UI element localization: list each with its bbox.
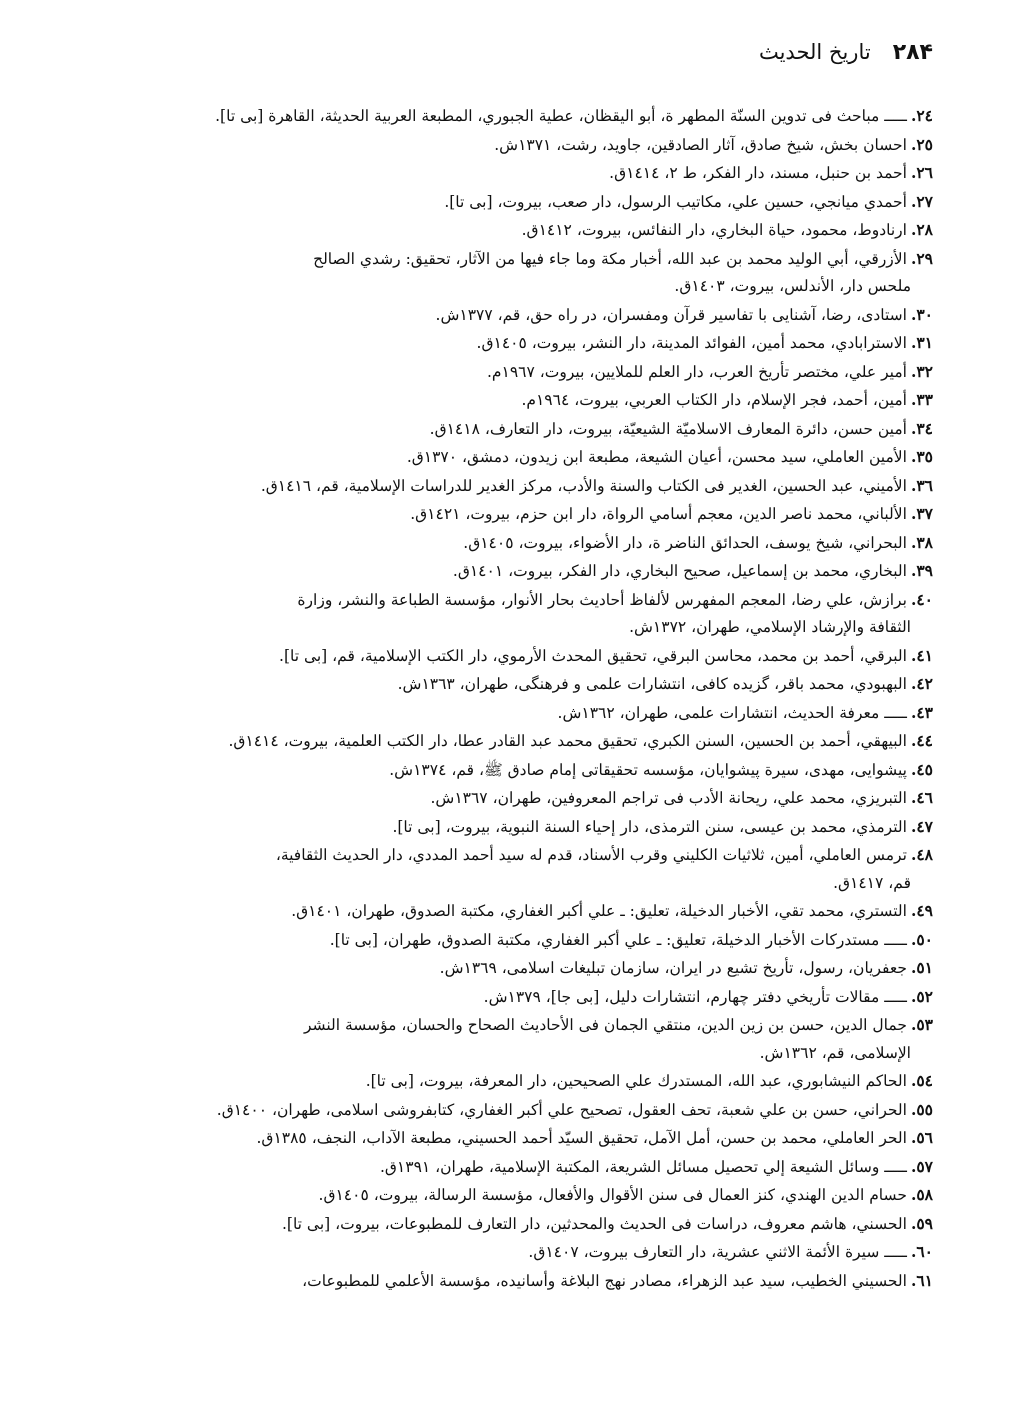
bibliography-entry [72,245,933,301]
entry-text-continuation: قم، ١٤١٧ق. [833,873,911,892]
entry-text-continuation: الإسلامى، قم، ١٣٦٢ش. [759,1043,911,1062]
entry-text: الأميني، عبد الحسين، الغدير فى الكتاب والسنة والأدب، مركز الغدير للدراسات الإسلامية، قم، ١٤١٦ق. [260,476,907,495]
entry-number: ٥٠. [910,929,933,949]
bibliography-entry [72,1096,933,1125]
entry-text: أحمدي ميانجي، حسين علي، مكاتيب الرسول، دار صعب، بيروت، [بى تا]. [444,192,907,211]
entry-text: ـــــ سيرة الأئمة الاثني عشرية، دار التعارف بيروت، ١٤٠٧ق. [528,1243,907,1261]
bibliography-entry [72,472,933,501]
entry-number: ٤٨. [910,845,933,864]
entry-number: ٢٩. [910,248,933,268]
entry-text-continuation: الثقافة والإرشاد الإسلامي، طهران، ١٣٧٢ش. [629,618,911,636]
bibliography-entry [72,841,933,897]
entry-text: أمير علي، مختصر تأريخ العرب، دار العلم للملايين، بيروت، ١٩٦٧م. [487,362,907,381]
entry-number: ٥٧. [910,1156,933,1176]
entry-number: ٥٨. [910,1185,933,1204]
entry-number: ٢٧. [910,191,933,211]
bibliography-entry [72,500,933,529]
entry-number: ٤٥. [910,759,933,779]
entry-number: ٢٨. [910,220,933,239]
entry-text: البخاري، محمد بن إسماعيل، صحيح البخاري، دار الفكر، بيروت، ١٤٠١ق. [452,562,907,580]
entry-text: الحاكم النيشابوري، عبد الله، المستدرك علي الصحيحين، دار المعرفة، بيروت، [بى تا]. [365,1072,907,1090]
bibliography-entry [72,670,933,699]
entry-number: ٥٤. [910,1071,933,1090]
entry-text: پيشوايى، مهدى، سيرة پيشوايان، مؤسسه تحقيقاتى إمام صادق ﷺ، قم، ١٣٧٤ش. [389,760,907,779]
entry-text: الألباني، محمد ناصر الدين، معجم أسامي الرواة، دار ابن حزم، بيروت، ١٤٢١ق. [410,505,907,523]
page-header [72,40,933,84]
bibliography-entry [72,642,933,671]
entry-text: ترمس العاملي، أمين، ثلاثيات الكليني وقرب الأسناد، قدم له سيد أحمد المددي، دار الحديث الثقافية، [275,846,907,864]
entry-text: الأمين العاملي، سيد محسن، أعيان الشيعة، مطبعة ابن زيدون، دمشق، ١٣٧٠ق. [406,448,907,466]
entry-text: جمال الدين، حسن بن زين الدين، منتقي الجمان فى الأحاديث الصحاح والحسان، مؤسسة النشر [303,1016,907,1034]
entry-text: الحسيني الخطيب، سيد عبد الزهراء، مصادر نهج البلاغة وأسانيده، مؤسسة الأعلمي للمطبوعات، [302,1271,907,1290]
bibliography-entry [72,102,933,131]
entry-number: ٤٧. [910,816,933,836]
running-title: تاريخ الحديث [758,40,871,64]
bibliography-entry [72,1067,933,1096]
entry-text: استادى، رضا، آشنايى با تفاسير قرآن ومفسران، در راه حق، قم، ١٣٧٧ش. [435,305,907,324]
entry-number: ٤٩. [910,901,933,920]
bibliography-entry [72,216,933,245]
bibliography-entry [72,926,933,955]
bibliography-entry [72,784,933,813]
entry-text: ـــــ مستدركات الأخبار الدخيلة، تعليق: ـ علي أكبر الغفاري، مكتبة الصدوق، طهران، [بى تا]. [329,930,907,949]
bibliography-list [72,102,933,1295]
bibliography-entry [72,1267,933,1296]
bibliography-entry [72,1210,933,1239]
bibliography-entry [72,386,933,415]
bibliography-entry [72,131,933,160]
entry-number: ٤٠. [910,589,933,609]
bibliography-entry [72,329,933,358]
bibliography-entry [72,415,933,444]
bibliography-entry [72,813,933,842]
entry-text: ارنادوط، محمود، حياة البخاري، دار النفائس، بيروت، ١٤١٢ق. [521,221,907,239]
entry-text: أمين حسن، دائرة المعارف الاسلاميّة الشيعيّة، بيروت، دار التعارف، ١٤١٨ق. [429,419,907,438]
entry-number: ٤٢. [910,674,933,693]
entry-text: البحراني، شيخ يوسف، الحدائق الناضر ة، دار الأضواء، بيروت، ١٤٠٥ق. [463,533,907,552]
bibliography-entry [72,529,933,558]
entry-text: ـــــ مباحث فى تدوين السنّة المطهر ة، أبو اليقظان، عطية الجبوري، المطبعة العربية الحديثة، القاهرة [بى تا]. [215,107,907,125]
bibliography-entry [72,586,933,642]
entry-number: ٢٥. [910,134,933,154]
bibliography-entry [72,1181,933,1210]
bibliography-entry [72,699,933,728]
entry-text: التبريزي، محمد علي، ريحانة الأدب فى تراجم المعروفين، طهران، ١٣٦٧ش. [430,789,907,807]
bibliography-entry [72,1124,933,1153]
bibliography-entry [72,897,933,926]
entry-text: البهبودي، محمد باقر، گزيده كافى، انتشارات علمى و فرهنگى، طهران، ١٣٦٣ش. [397,675,907,693]
entry-number: ٤٣. [910,702,933,722]
bibliography-entry [72,358,933,387]
entry-text: برازش، علي رضا، المعجم المفهرس لألفاظ أحاديث بحار الأنوار، مؤسسة الطباعة والنشر، وزارة [297,590,907,609]
bibliography-entry [72,301,933,330]
entry-text: احسان بخش، شيخ صادق، آثار الصادقين، جاويد، رشت، ١٣٧١ش. [494,135,907,154]
bibliography-entry [72,954,933,983]
bibliography-entry [72,1011,933,1067]
entry-text: أمين، أحمد، فجر الإسلام، دار الكتاب العربي، بيروت، ١٩٦٤م. [521,391,907,409]
entry-text: التستري، محمد تقي، الأخبار الدخيلة، تعليق: ـ علي أكبر الغفاري، مكتبة الصدوق، طهران، ١٤٠١ق. [291,902,907,920]
entry-text: الترمذي، محمد بن عيسى، سنن الترمذى، دار إحياء السنة النبوية، بيروت، [بى تا]. [392,817,907,836]
entry-text: ـــــ وسائل الشيعة إلي تحصيل مسائل الشريعة، المكتبة الإسلامية، طهران، ١٣٩١ق. [379,1157,907,1176]
entry-number: ٣٠. [910,304,933,324]
entry-number: ٦٠. [910,1242,933,1261]
entry-text: ـــــ مقالات تأريخي دفتر چهارم، انتشارات دليل، [بى جا]، ١٣٧٩ش. [483,987,907,1006]
bibliography-entry [72,1238,933,1267]
entry-text: ـــــ معرفة الحديث، انتشارات علمى، طهران، ١٣٦٢ش. [557,703,907,722]
entry-text: الحر العاملي، محمد بن حسن، أمل الآمل، تحقيق السيّد أحمد الحسيني، مطبعة الآداب، النجف، ١٣٨٥ق. [256,1129,907,1147]
bibliography-entry [72,557,933,586]
entry-text: البرقي، أحمد بن محمد، محاسن البرقي، تحقيق المحدث الأرموي، دار الكتب الإسلامية، قم، [بى تا]. [279,646,907,665]
bibliography-entry [72,159,933,188]
entry-number: ٥٣. [910,1015,933,1034]
entry-number: ٣٦. [910,475,933,495]
entry-number: ٥٦. [910,1128,933,1147]
entry-number: ٤٤. [910,731,933,750]
entry-number: ٤٦. [910,788,933,807]
entry-number: ٥١. [910,958,933,977]
entry-text: جعفريان، رسول، تأريخ تشيع در ايران، سازمان تبليغات اسلامى، ١٣٦٩ش. [439,959,907,977]
entry-number: ٥٩. [910,1213,933,1233]
entry-text-continuation: ملحس دار، الأندلس، بيروت، ١٤٠٣ق. [674,277,911,295]
entry-text: البيهقي، أحمد بن الحسين، السنن الكبري، تحقيق محمد عبد القادر عطا، دار الكتب العلمية، بيروت، ١٤١٤ق. [228,732,907,750]
bibliography-entry [72,983,933,1012]
entry-number: ٣٣. [910,390,933,409]
entry-number: ٤١. [910,645,933,665]
bibliography-entry [72,756,933,785]
entry-number: ٥٥. [910,1099,933,1119]
entry-number: ٦١. [910,1270,933,1290]
entry-number: ٣٥. [910,447,933,466]
page-number: ۲۸۴ [892,40,933,65]
entry-text: الحسني، هاشم معروف، دراسات فى الحديث والمحدثين، دار التعارف للمطبوعات، بيروت، [بى تا]. [281,1214,907,1233]
entry-text: الحراني، حسن بن علي شعبة، تحف العقول، تصحيح علي أكبر الغفاري، كتابفروشى اسلامى، طهران، ١٤٠٠ق. [216,1100,907,1119]
bibliography-entry [72,1153,933,1182]
entry-text: الأزرقي، أبي الوليد محمد بن عبد الله، أخبار مكة وما جاء فيها من الآثار، تحقيق: رشدي الصالح [313,249,907,268]
bibliography-entry [72,727,933,756]
bibliography-entry [72,443,933,472]
entry-number: ٣٩. [910,561,933,580]
entry-number: ٣١. [910,333,933,352]
entry-number: ٥٢. [910,986,933,1006]
entry-number: ٢٦. [910,163,933,182]
entry-number: ٣٢. [910,361,933,381]
entry-number: ٣٨. [910,532,933,552]
entry-text: أحمد بن حنبل، مسند، دار الفكر، ط ٢، ١٤١٤ق. [609,164,907,182]
entry-number: ٣٤. [910,418,933,438]
entry-number: ٢٤. [910,106,933,125]
entry-text: الاسترابادي، محمد أمين، الفوائد المدينة، دار النشر، بيروت، ١٤٠٥ق. [476,334,907,352]
entry-number: ٣٧. [910,504,933,523]
bibliography-entry [72,188,933,217]
entry-text: حسام الدين الهندي، كنز العمال فى سنن الأقوال والأفعال، مؤسسة الرسالة، بيروت، ١٤٠٥ق. [318,1186,907,1204]
